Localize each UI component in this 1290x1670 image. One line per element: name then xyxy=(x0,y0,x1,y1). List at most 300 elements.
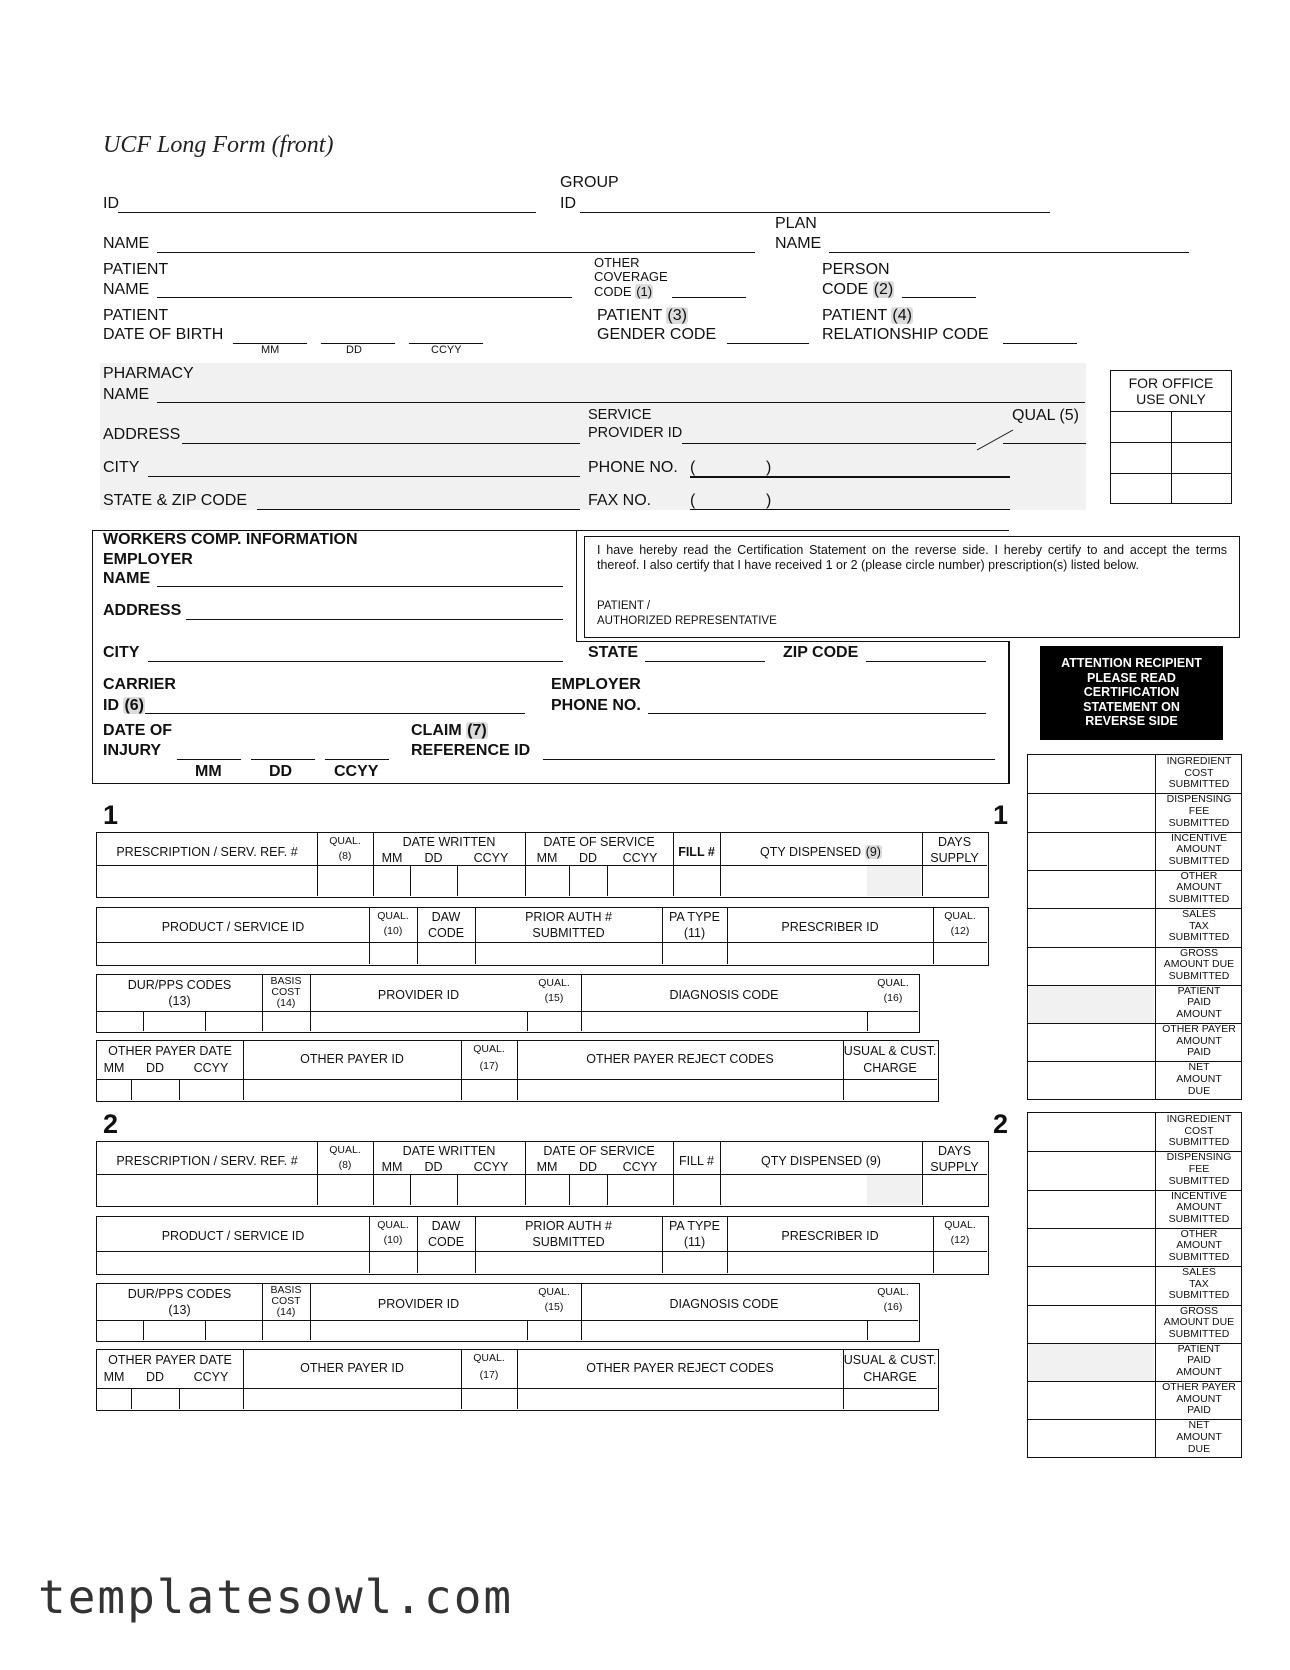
patient-name-field[interactable] xyxy=(157,297,572,298)
other-payer-date-label: OTHER PAYER DATE xyxy=(108,1353,232,1367)
wc-state-field[interactable] xyxy=(645,661,765,662)
divider xyxy=(97,1320,918,1321)
divider xyxy=(720,833,721,896)
other-payer-date-label: OTHER PAYER DATE xyxy=(108,1044,232,1058)
group-label-2: ID xyxy=(560,195,576,212)
sig-label-1: PATIENT / xyxy=(597,600,651,612)
qual15-num: (15) xyxy=(544,992,564,1004)
watermark: templatesowl.com xyxy=(38,1570,514,1624)
rx-ref-label: PRESCRIPTION / SERV. REF. # xyxy=(116,845,298,859)
divider xyxy=(673,1142,674,1205)
qual12-label: QUAL. xyxy=(944,1219,976,1231)
attention-line-4: STATEMENT ON xyxy=(1083,699,1180,714)
dob-label-2: DATE OF BIRTH xyxy=(103,326,224,343)
pricing-input[interactable] xyxy=(1029,1152,1154,1188)
pharmacy-address-field[interactable] xyxy=(182,443,580,444)
product-table xyxy=(96,1216,989,1275)
dur-label: DUR/PPS CODES xyxy=(127,1287,232,1301)
dur-table xyxy=(96,974,920,1033)
phone-field[interactable] xyxy=(690,476,1010,478)
divider xyxy=(673,833,674,896)
divider xyxy=(867,1011,868,1031)
gender-label-1: PATIENT (3) xyxy=(597,307,687,324)
attention-line-2: PLEASE READ xyxy=(1087,670,1176,685)
pricing-label: PAID xyxy=(1187,1046,1211,1058)
prior-auth-label-1: PRIOR AUTH # xyxy=(525,910,612,924)
other-payer-table xyxy=(96,1349,939,1411)
pa-type-num: (11) xyxy=(683,926,706,940)
dw-ccyy: CCYY xyxy=(473,851,509,865)
divider xyxy=(581,1284,582,1340)
dw-mm: MM xyxy=(381,1160,403,1174)
workers-comp-title: WORKERS COMP. INFORMATION xyxy=(103,531,358,548)
office-use-box xyxy=(1110,370,1232,504)
reject-codes-label: OTHER PAYER REJECT CODES xyxy=(586,1361,774,1375)
pricing-label: INGREDIENT xyxy=(1166,1113,1232,1125)
op-dd: DD xyxy=(145,1061,165,1075)
usual-label-1: USUAL & CUST. xyxy=(843,1044,937,1058)
rx-table xyxy=(96,1141,989,1207)
rx-ref-label: PRESCRIPTION / SERV. REF. # xyxy=(116,1154,298,1168)
qual-5-label: QUAL (5) xyxy=(1012,407,1079,424)
pricing-label: SALES xyxy=(1182,908,1216,920)
pricing-label: COST xyxy=(1184,767,1214,779)
op-mm: MM xyxy=(103,1061,125,1075)
id-label: ID xyxy=(103,195,119,212)
pricing-column-1 xyxy=(1027,754,1242,1100)
pricing-input[interactable] xyxy=(1029,833,1154,869)
pricing-column-2 xyxy=(1027,1112,1242,1458)
divider xyxy=(410,865,411,896)
pricing-label: AMOUNT xyxy=(1176,1073,1222,1085)
pricing-label: COST xyxy=(1184,1125,1214,1137)
reject-codes-label: OTHER PAYER REJECT CODES xyxy=(586,1052,774,1066)
pa-type-num: (11) xyxy=(683,1235,706,1249)
divider xyxy=(727,908,728,964)
pricing-label: OTHER xyxy=(1180,1228,1218,1240)
ds-mm: MM xyxy=(536,1160,558,1174)
qual-label: QUAL. xyxy=(329,1144,361,1156)
prior-auth-label-2: SUBMITTED xyxy=(532,926,605,940)
gender-field[interactable] xyxy=(727,343,809,344)
pricing-label: SUBMITTED xyxy=(1168,778,1230,790)
divider xyxy=(243,1041,244,1100)
patient-name-label-1: PATIENT xyxy=(103,261,169,278)
divider xyxy=(720,1142,721,1205)
divider xyxy=(310,1284,311,1340)
name-label: NAME xyxy=(103,235,150,252)
injury-dd-field[interactable] xyxy=(251,759,315,760)
claim-label-1: CLAIM (7) xyxy=(411,722,487,739)
pricing-label: INCENTIVE xyxy=(1170,1190,1227,1202)
divider xyxy=(243,1350,244,1409)
divider xyxy=(143,1320,144,1340)
dob-dd: DD xyxy=(346,344,362,356)
patient-name-label-2: NAME xyxy=(103,281,150,298)
diagnosis-label: DIAGNOSIS CODE xyxy=(669,988,779,1002)
divider xyxy=(310,975,311,1031)
fax-label: FAX NO. xyxy=(588,492,652,509)
rx-table xyxy=(96,832,989,898)
pricing-input[interactable] xyxy=(1029,871,1154,907)
other-coverage-label-1: OTHER xyxy=(594,255,640,270)
sig-label-2: AUTHORIZED REPRESENTATIVE xyxy=(597,615,777,627)
pharmacy-address-label: ADDRESS xyxy=(103,426,181,443)
pricing-label: SUBMITTED xyxy=(1168,855,1230,867)
basis-label-3: (14) xyxy=(276,1306,296,1318)
daw-label-1: DAW xyxy=(431,910,461,924)
pricing-label: AMOUNT DUE xyxy=(1163,958,1235,970)
dur-num: (13) xyxy=(168,994,191,1008)
wc-city-label: CITY xyxy=(103,644,140,661)
relationship-label-1: PATIENT (4) xyxy=(822,307,912,324)
divider xyxy=(607,865,608,896)
qual15-num: (15) xyxy=(544,1301,564,1313)
pricing-label: FEE xyxy=(1188,805,1210,817)
wc-state-label: STATE xyxy=(588,644,639,661)
pricing-label: PAID xyxy=(1187,1354,1211,1366)
fill-label: FILL # xyxy=(679,1154,714,1168)
pricing-label: AMOUNT xyxy=(1176,1035,1222,1047)
divider xyxy=(131,1079,132,1100)
other-coverage-label-2: COVERAGE xyxy=(594,269,668,284)
fill-label: FILL # xyxy=(678,845,715,859)
slash-divider xyxy=(975,428,1015,452)
pricing-label: NET xyxy=(1188,1061,1210,1073)
wc-zip-field[interactable] xyxy=(866,661,986,662)
divider xyxy=(581,975,582,1031)
plan-label-1: PLAN xyxy=(775,215,817,232)
ds-ccyy: CCYY xyxy=(622,1160,658,1174)
pricing-label: DISPENSING xyxy=(1166,793,1232,805)
injury-label-2: INJURY xyxy=(103,742,162,759)
person-code-field[interactable] xyxy=(902,297,976,298)
shaded-cell xyxy=(867,1175,921,1205)
pricing-label: GROSS xyxy=(1180,1305,1218,1317)
pricing-input[interactable] xyxy=(1029,794,1154,830)
divider xyxy=(527,1320,528,1340)
divider xyxy=(179,1079,180,1100)
pricing-label: SUBMITTED xyxy=(1168,1136,1230,1148)
pricing-label: AMOUNT xyxy=(1176,1431,1222,1443)
date-service-label: DATE OF SERVICE xyxy=(543,835,655,849)
qual12-num: (12) xyxy=(950,925,970,937)
days-label-1: DAYS xyxy=(937,1144,972,1158)
days-label-1: DAYS xyxy=(937,835,972,849)
claim-ref-field[interactable] xyxy=(543,759,995,760)
ds-ccyy: CCYY xyxy=(622,851,658,865)
diagnosis-label: DIAGNOSIS CODE xyxy=(669,1297,779,1311)
attention-box xyxy=(1040,646,1223,740)
service-provider-label-2: PROVIDER ID xyxy=(588,425,683,441)
pricing-input[interactable] xyxy=(1029,756,1154,792)
employer-label-1: EMPLOYER xyxy=(103,551,193,568)
days-label-2: SUPPLY xyxy=(930,851,979,865)
op-ccyy: CCYY xyxy=(193,1370,229,1384)
pricing-label: SUBMITTED xyxy=(1168,931,1230,943)
qual-5-field[interactable] xyxy=(1003,443,1086,444)
injury-mm: MM xyxy=(195,763,222,780)
pricing-input[interactable] xyxy=(1029,1306,1154,1342)
divider xyxy=(97,1011,918,1012)
pricing-input[interactable] xyxy=(1029,948,1154,984)
pricing-label: AMOUNT xyxy=(1176,843,1222,855)
pricing-label: DUE xyxy=(1187,1085,1211,1097)
pricing-label: AMOUNT xyxy=(1176,1393,1222,1405)
prescriber-label: PRESCRIBER ID xyxy=(781,1229,879,1243)
divider xyxy=(131,1388,132,1409)
usual-label-2: CHARGE xyxy=(863,1370,917,1384)
id-field[interactable] xyxy=(118,212,536,213)
wc-zip-label: ZIP CODE xyxy=(783,644,859,661)
wc-city-field[interactable] xyxy=(148,661,563,662)
pricing-label: SUBMITTED xyxy=(1168,1213,1230,1225)
qual12-num: (12) xyxy=(950,1234,970,1246)
attention-line-5: REVERSE SIDE xyxy=(1085,714,1178,728)
divider xyxy=(410,1174,411,1205)
pricing-label: TAX xyxy=(1189,920,1209,932)
injury-ccyy: CCYY xyxy=(334,763,379,780)
qual16-num: (16) xyxy=(883,1301,903,1313)
pricing-label: DISPENSING xyxy=(1166,1151,1232,1163)
fax-field[interactable] xyxy=(690,509,1010,510)
attention-line-1: ATTENTION RECIPIENT xyxy=(1061,656,1202,670)
daw-label-1: DAW xyxy=(431,1219,461,1233)
office-use-label-2: USE ONLY xyxy=(1136,391,1206,407)
divider xyxy=(97,1251,987,1252)
pricing-label: GROSS xyxy=(1180,947,1218,959)
qual10-num: (10) xyxy=(383,925,403,937)
pricing-label: SUBMITTED xyxy=(1168,893,1230,905)
pricing-label: PATIENT xyxy=(1177,1343,1221,1355)
pricing-label: INCENTIVE xyxy=(1170,832,1227,844)
pharmacy-city-field[interactable] xyxy=(148,476,580,477)
qual-num: (8) xyxy=(338,1159,352,1171)
gender-label-2: GENDER CODE xyxy=(597,326,717,343)
basis-label-3: (14) xyxy=(276,997,296,1009)
carrier-label-1: CARRIER xyxy=(103,676,176,693)
pricing-label: TAX xyxy=(1189,1278,1209,1290)
divider xyxy=(527,1011,528,1031)
plan-label-2: NAME xyxy=(775,235,822,252)
shaded-cell xyxy=(867,866,921,896)
date-written-label: DATE WRITTEN xyxy=(402,835,496,849)
attention-line-3: CERTIFICATION xyxy=(1083,685,1180,699)
carrier-id-field[interactable] xyxy=(145,713,525,714)
prescriber-label: PRESCRIBER ID xyxy=(781,920,879,934)
qual10-num: (10) xyxy=(383,1234,403,1246)
pricing-label: FEE xyxy=(1188,1163,1210,1175)
pricing-label: SUBMITTED xyxy=(1168,1289,1230,1301)
date-written-label: DATE WRITTEN xyxy=(402,1144,496,1158)
qual15-label: QUAL. xyxy=(538,1286,570,1298)
qual16-label: QUAL. xyxy=(877,1286,909,1298)
fax-paren-close: ) xyxy=(766,492,772,509)
dob-mm: MM xyxy=(261,344,280,356)
pricing-input[interactable] xyxy=(1029,986,1154,1022)
qual-label: QUAL. xyxy=(329,835,361,847)
group-label-1: GROUP xyxy=(560,174,619,191)
ds-dd: DD xyxy=(578,1160,598,1174)
qual17-num: (17) xyxy=(479,1060,499,1072)
divider xyxy=(517,1350,518,1409)
injury-mm-field[interactable] xyxy=(177,759,241,760)
pricing-label: SUBMITTED xyxy=(1168,1328,1230,1340)
qual17-label: QUAL. xyxy=(473,1043,505,1055)
name-field[interactable] xyxy=(157,252,755,253)
prior-auth-label-2: SUBMITTED xyxy=(532,1235,605,1249)
phone-paren-close: ) xyxy=(766,459,772,476)
pricing-label: AMOUNT xyxy=(1176,1366,1222,1378)
employer-phone-label-2: PHONE NO. xyxy=(551,697,641,714)
dob-label-1: PATIENT xyxy=(103,307,169,324)
claim-label-2: REFERENCE ID xyxy=(411,742,531,759)
qual12-label: QUAL. xyxy=(944,910,976,922)
dob-ccyy: CCYY xyxy=(431,344,462,356)
divider xyxy=(97,942,987,943)
pricing-label: OTHER xyxy=(1180,870,1218,882)
injury-ccyy-field[interactable] xyxy=(325,759,389,760)
daw-label-2: CODE xyxy=(427,926,465,940)
pricing-input[interactable] xyxy=(1029,1229,1154,1265)
pricing-input[interactable] xyxy=(1029,1062,1154,1098)
product-label: PRODUCT / SERVICE ID xyxy=(161,920,305,934)
pricing-input[interactable] xyxy=(1029,1114,1154,1150)
divider xyxy=(179,1388,180,1409)
certification-box xyxy=(584,536,1240,638)
certification-text: I have hereby read the Certification Statement on the reverse side. I hereby certify to and accept the terms thereof. I also certify that I have received 1 or 2 (please circle number) prescription(s) listed below. xyxy=(597,543,1227,572)
pricing-label: AMOUNT DUE xyxy=(1163,1316,1235,1328)
op-ccyy: CCYY xyxy=(193,1061,229,1075)
other-coverage-label-3: CODE (1) xyxy=(594,284,653,299)
pricing-label: AMOUNT xyxy=(1176,881,1222,893)
pricing-label: PATIENT xyxy=(1177,985,1221,997)
divider xyxy=(457,865,458,896)
state-zip-field[interactable] xyxy=(257,509,580,510)
pricing-label: PAID xyxy=(1187,996,1211,1008)
usual-label-2: CHARGE xyxy=(863,1061,917,1075)
qual16-label: QUAL. xyxy=(877,977,909,989)
pricing-label: SUBMITTED xyxy=(1168,970,1230,982)
injury-label-1: DATE OF xyxy=(103,722,173,739)
phone-label: PHONE NO. xyxy=(588,459,678,476)
op-dd: DD xyxy=(145,1370,165,1384)
group-id-field[interactable] xyxy=(580,212,1050,213)
service-provider-field[interactable] xyxy=(682,443,976,444)
divider xyxy=(569,1174,570,1205)
section-number-left: 1 xyxy=(103,800,119,830)
pricing-label: SUBMITTED xyxy=(1168,1175,1230,1187)
pricing-label: PAID xyxy=(1187,1404,1211,1416)
divider xyxy=(517,1041,518,1100)
relationship-field[interactable] xyxy=(1003,343,1077,344)
divider xyxy=(457,1174,458,1205)
pricing-label: OTHER PAYER xyxy=(1162,1381,1236,1393)
pa-type-label: PA TYPE xyxy=(669,1219,720,1233)
divider xyxy=(143,1011,144,1031)
divider xyxy=(867,1320,868,1340)
divider xyxy=(727,1217,728,1273)
plan-name-field[interactable] xyxy=(829,252,1189,253)
injury-dd: DD xyxy=(269,763,293,780)
pricing-input[interactable] xyxy=(1029,1420,1154,1456)
provider-label: PROVIDER ID xyxy=(377,988,460,1002)
qual16-num: (16) xyxy=(883,992,903,1004)
pricing-input[interactable] xyxy=(1029,909,1154,945)
employer-phone-label-1: EMPLOYER xyxy=(551,676,641,693)
op-mm: MM xyxy=(103,1370,125,1384)
employer-label-2: NAME xyxy=(103,570,151,587)
pricing-input[interactable] xyxy=(1029,1344,1154,1380)
pharmacy-name-field[interactable] xyxy=(157,402,1085,403)
date-service-label: DATE OF SERVICE xyxy=(543,1144,655,1158)
qual10-label: QUAL. xyxy=(377,1219,409,1231)
section-number-right: 1 xyxy=(993,800,1009,830)
qual10-label: QUAL. xyxy=(377,910,409,922)
other-coverage-field[interactable] xyxy=(672,297,746,298)
fax-paren-open: ( xyxy=(690,492,696,509)
qual15-label: QUAL. xyxy=(538,977,570,989)
pa-type-label: PA TYPE xyxy=(669,910,720,924)
other-payer-id-label: OTHER PAYER ID xyxy=(300,1361,404,1375)
pricing-label: SUBMITTED xyxy=(1168,1251,1230,1263)
divider xyxy=(205,1011,206,1031)
wc-address-label: ADDRESS xyxy=(103,602,182,619)
phone-paren-open: ( xyxy=(690,459,696,476)
wc-address-field[interactable] xyxy=(186,619,563,620)
pricing-label: DUE xyxy=(1187,1443,1211,1455)
divider xyxy=(205,1320,206,1340)
relationship-label-2: RELATIONSHIP CODE xyxy=(822,326,989,343)
carrier-label-2: ID (6) xyxy=(103,697,145,714)
basis-label-2: COST xyxy=(271,1295,301,1307)
pricing-label: OTHER PAYER xyxy=(1162,1023,1236,1035)
office-use-label-1: FOR OFFICE xyxy=(1128,375,1214,391)
employer-phone-field[interactable] xyxy=(648,713,986,714)
form-title: UCF Long Form (front) xyxy=(103,132,334,158)
state-zip-label: STATE & ZIP CODE xyxy=(103,492,248,509)
pharmacy-label-1: PHARMACY xyxy=(103,365,194,382)
service-provider-label-1: SERVICE xyxy=(588,407,652,423)
pricing-input[interactable] xyxy=(1029,1267,1154,1303)
basis-label-2: COST xyxy=(271,986,301,998)
days-label-2: SUPPLY xyxy=(930,1160,979,1174)
dur-label: DUR/PPS CODES xyxy=(127,978,232,992)
pricing-input[interactable] xyxy=(1029,1191,1154,1227)
person-code-label-1: PERSON xyxy=(822,261,890,278)
other-payer-table xyxy=(96,1040,939,1102)
product-label: PRODUCT / SERVICE ID xyxy=(161,1229,305,1243)
product-table xyxy=(96,907,989,966)
ds-mm: MM xyxy=(536,851,558,865)
dw-ccyy: CCYY xyxy=(473,1160,509,1174)
person-code-label-2: CODE (2) xyxy=(822,281,894,298)
pricing-label: AMOUNT xyxy=(1176,1239,1222,1251)
basis-label-1: BASIS xyxy=(270,1284,302,1296)
pricing-input[interactable] xyxy=(1029,1024,1154,1060)
section-number-left: 2 xyxy=(103,1109,119,1139)
pricing-input[interactable] xyxy=(1029,1382,1154,1418)
pricing-label: SALES xyxy=(1182,1266,1216,1278)
pricing-label: SUBMITTED xyxy=(1168,817,1230,829)
provider-label: PROVIDER ID xyxy=(377,1297,460,1311)
pricing-label: NET xyxy=(1188,1419,1210,1431)
qty-label: QTY DISPENSED (9) xyxy=(760,845,881,859)
employer-name-field[interactable] xyxy=(157,586,563,587)
dur-num: (13) xyxy=(168,1303,191,1317)
qual17-label: QUAL. xyxy=(473,1352,505,1364)
other-payer-id-label: OTHER PAYER ID xyxy=(300,1052,404,1066)
